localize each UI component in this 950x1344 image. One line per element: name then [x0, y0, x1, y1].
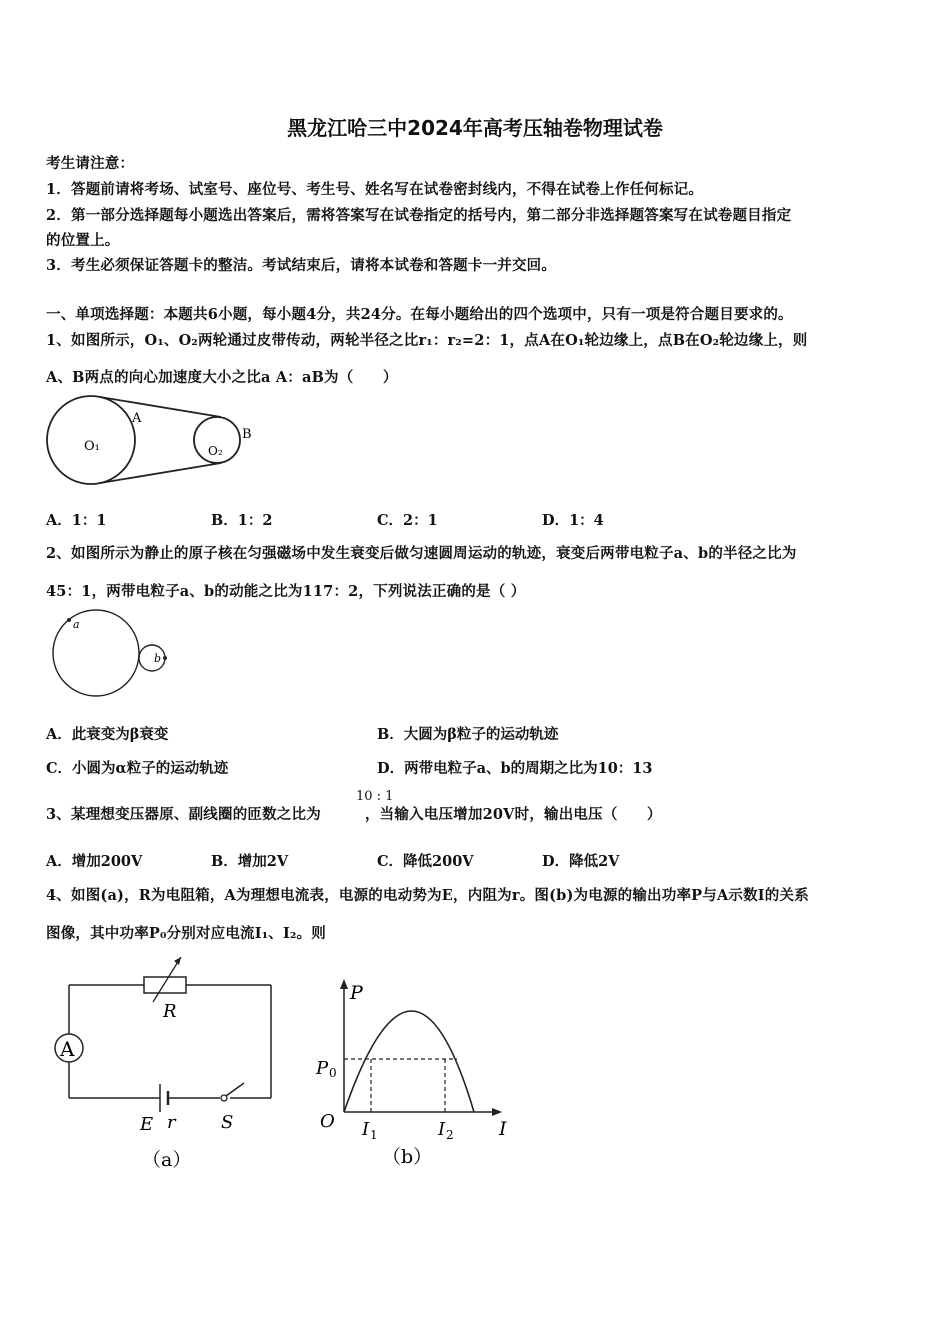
notice-item-3: 3．考生必须保证答题卡的整洁。考试结束后，请将本试卷和答题卡一并交回。: [46, 257, 557, 274]
q1-option-c: C．2：1: [377, 512, 438, 529]
label-O: O: [320, 1111, 335, 1132]
notice-heading: 考生请注意：: [46, 155, 135, 172]
q3-stem: 3、某理想变压器原、副线圈的匝数之比为 ，当输入电压增加20V时，输出电压（ ）: [46, 806, 662, 823]
large-orbit: [53, 610, 139, 696]
particle-a: [67, 618, 71, 622]
caption-a: （a）: [142, 1149, 192, 1171]
q4-stem-line1: 4、如图(a)，R为电阻箱，A为理想电流表，电源的电动势为E，内阻为r。图(b)为电源的输出功率P与A示数I的关系: [46, 887, 809, 904]
label-B: B: [242, 427, 252, 442]
q3-ratio: 10 : 1: [356, 789, 394, 804]
q1-option-b: B．1：2: [211, 512, 273, 529]
belt-bottom: [100, 463, 221, 483]
label-I1-sub: 1: [370, 1128, 378, 1142]
notice-item-1: 1．答题前请将考场、试室号、座位号、考生号、姓名写在试卷密封线内，不得在试卷上作任何标记。: [46, 181, 704, 198]
notice-item-2: 2．第一部分选择题每小题选出答案后，需将答案写在试卷指定的括号内，第二部分非选择题答案写在试卷题目指定: [46, 207, 792, 224]
label-S: S: [221, 1112, 234, 1133]
q2-stem-line1: 2、如图所示为静止的原子核在匀强磁场中发生衰变后做匀速圆周运动的轨迹，衰变后两带电粒子a、b的半径之比为: [46, 545, 797, 562]
label-r: r: [167, 1112, 176, 1133]
power-curve: [344, 1011, 474, 1112]
resistor-box: [144, 977, 186, 993]
label-O1: O₁: [84, 439, 100, 454]
label-A: A: [132, 411, 142, 426]
label-P: P: [350, 982, 363, 1004]
q3-option-a: A．增加200V: [46, 853, 143, 870]
section-heading: 一、单项选择题：本题共6小题，每小题4分，共24分。在每小题给出的四个选项中，只有一项是符合题目要求的。: [46, 306, 793, 323]
q1-stem-line2: A、B两点的向心加速度大小之比a A：aB为（ ）: [46, 369, 398, 386]
q1-option-a: A．1：1: [46, 512, 107, 529]
page-title: 黑龙江哈三中2024年高考压轴卷物理试卷: [287, 116, 663, 140]
q2-option-d: D．两带电粒子a、b的周期之比为10：13: [377, 760, 653, 777]
q4-stem-line2: 图像，其中功率P₀分别对应电流I₁、I₂。则: [46, 925, 326, 942]
label-O2: O₂: [208, 444, 223, 458]
q2-option-b: B．大圆为β粒子的运动轨迹: [377, 726, 559, 743]
caption-b: （b）: [382, 1146, 433, 1168]
label-I2: I: [438, 1119, 446, 1140]
q1-belt-figure: [40, 392, 270, 492]
ammeter-label: A: [60, 1037, 75, 1061]
label-I1: I: [362, 1119, 370, 1140]
q1-option-d: D．1：4: [542, 512, 604, 529]
label-P0-sub: 0: [329, 1066, 337, 1080]
label-a: a: [73, 618, 80, 631]
belt-top: [100, 397, 221, 417]
q2-orbit-figure: [45, 606, 175, 700]
q1-stem-line1: 1、如图所示，O₁、O₂两轮通过皮带传动，两轮半径之比r₁：r₂=2：1，点A在O₁轮边缘上，点B在O₂轮边缘上，则: [46, 332, 808, 349]
q3-option-c: C．降低200V: [377, 853, 474, 870]
q2-option-a: A．此衰变为β衰变: [46, 726, 169, 743]
notice-item-2-cont: 的位置上。: [46, 232, 120, 249]
q3-option-d: D．降低2V: [542, 853, 620, 870]
particle-b: [163, 656, 167, 660]
q2-stem-line2: 45：1，两带电粒子a、b的动能之比为117：2，下列说法正确的是（ ）: [46, 583, 526, 600]
label-I: I: [499, 1118, 507, 1140]
small-orbit: [139, 645, 165, 671]
label-I2-sub: 2: [446, 1128, 454, 1142]
q4-circuit-figure: [50, 950, 280, 1175]
switch-lever: [226, 1083, 244, 1096]
label-P0: P: [316, 1058, 329, 1079]
q4-graph-figure: [310, 975, 530, 1175]
label-R: R: [163, 1001, 177, 1022]
q2-option-c: C．小圆为α粒子的运动轨迹: [46, 760, 229, 777]
label-b: b: [154, 652, 162, 665]
label-E: E: [140, 1114, 154, 1135]
q3-option-b: B．增加2V: [211, 853, 289, 870]
